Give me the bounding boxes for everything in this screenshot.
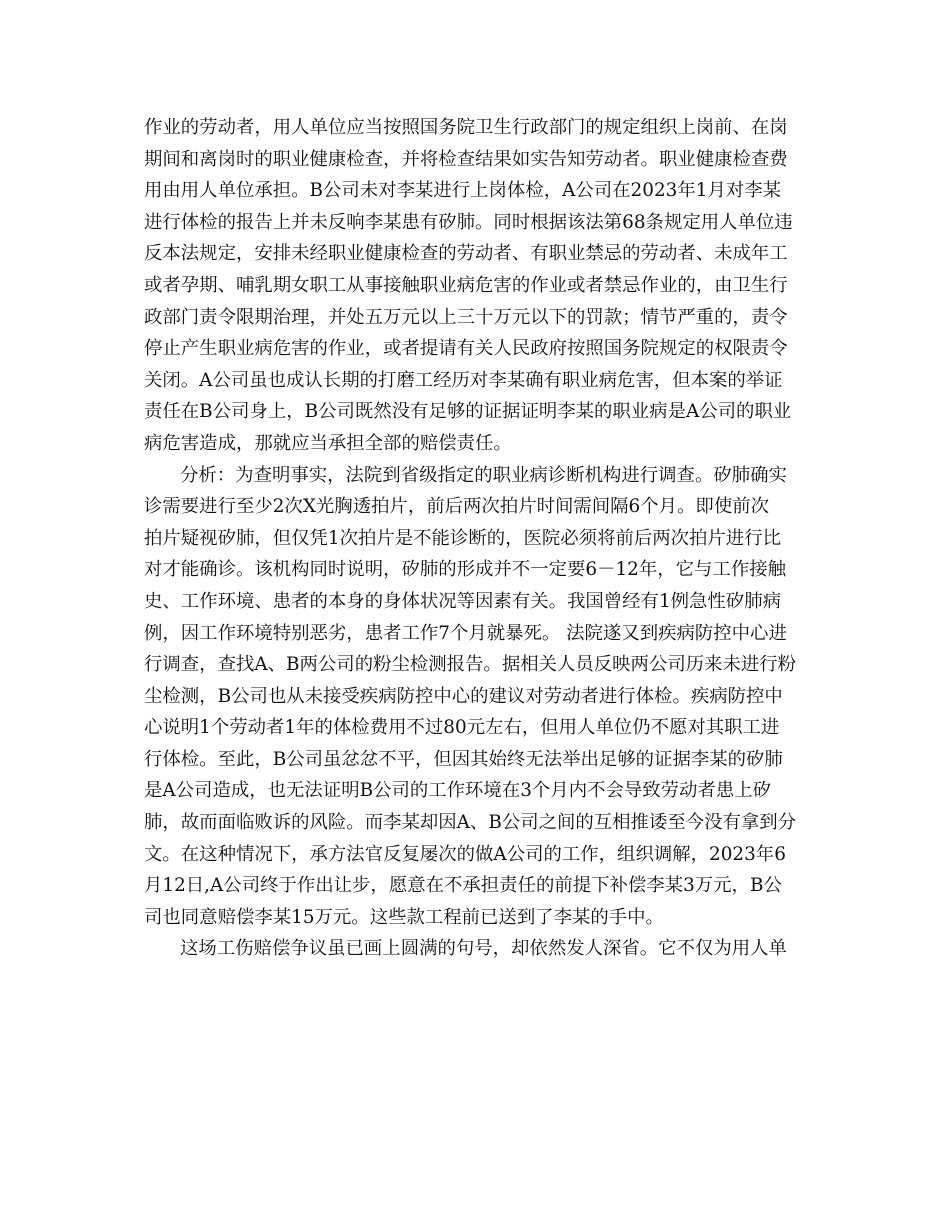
- text-line: 肺，故而面临败诉的风险。而李某却因A、B公司之间的互相推诿至今没有拿到分: [144, 812, 797, 834]
- text-line: 分析：为查明事实，法院到省级指定的职业病诊断机构进行调查。矽肺确实: [180, 464, 787, 486]
- text-line: 史、工作环境、患者的本身的身体状况等因素有关。我国曾经有1例急性矽肺病: [144, 590, 781, 612]
- text-line: 反本法规定，安排未经职业健康检查的劳动者、有职业禁忌的劳动者、未成年工: [144, 243, 788, 265]
- text-line: 政部门责令限期治理，并处五万元以上三十万元以下的罚款；情节严重的，责令: [144, 306, 788, 328]
- text-line: 诊需要进行至少2次X光胸透拍片，前后两次拍片时间需间隔6个月。即使前次: [144, 496, 769, 518]
- document-body: [144, 112, 816, 965]
- text-line: 或者孕期、哺乳期女职工从事接触职业病危害的作业或者禁忌作业的，由卫生行: [144, 274, 788, 296]
- text-line: 责任在B公司身上，B公司既然没有足够的证据证明李某的职业病是A公司的职业: [144, 401, 792, 423]
- text-line: 文。在这种情况下，承方法官反复屡次的做A公司的工作，组织调解，2023年6: [144, 843, 786, 865]
- text-line: 用由用人单位承担。B公司未对李某进行上岗体检，A公司在2023年1月对李某: [144, 180, 782, 202]
- text-line: 对才能确诊。该机构同时说明，矽肺的形成并不一定要6－12年，它与工作接触: [144, 559, 786, 581]
- paragraph: [144, 933, 816, 965]
- text-line: 尘检测，B公司也从未接受疾病防控中心的建议对劳动者进行体检。疾病防控中: [144, 685, 783, 707]
- text-line: 是A公司造成，也无法证明B公司的工作环境在3个月内不会导致劳动者患上矽: [144, 780, 771, 802]
- paragraph: [144, 460, 816, 934]
- text-line: 例，因工作环境特别恶劣，患者工作7个月就暴死。 法院遂又到疾病防控中心进: [144, 622, 787, 644]
- text-line: 病危害造成，那就应当承担全部的赔偿责任。: [144, 432, 512, 454]
- text-line: 这场工伤赔偿争议虽已画上圆满的句号，却依然发人深省。它不仅为用人单: [180, 938, 787, 960]
- text-line: 心说明1个劳动者1年的体检费用不过80元左右，但用人单位仍不愿对其职工进: [144, 717, 780, 739]
- text-line: 行调查，查找A、B两公司的粉尘检测报告。据相关人员反映两公司历来未进行粉: [144, 654, 797, 676]
- paragraph: [144, 112, 816, 460]
- text-line: 拍片疑视矽肺，但仅凭1次拍片是不能诊断的，医院必须将前后两次拍片进行比: [144, 527, 781, 549]
- text-line: 月12日,A公司终于作出让步，愿意在不承担责任的前提下补偿李某3万元，B公: [144, 875, 782, 897]
- text-line: 期间和离岗时的职业健康检查，并将检查结果如实告知劳动者。职业健康检查费: [144, 148, 788, 170]
- text-line: 行体检。至此，B公司虽忿忿不平，但因其始终无法举出足够的证据李某的矽肺: [144, 748, 783, 770]
- text-line: 作业的劳动者，用人单位应当按照国务院卫生行政部门的规定组织上岗前、在岗: [144, 117, 788, 138]
- text-line: 关闭。A公司虽也成认长期的打磨工经历对李某确有职业病危害，但本案的举证: [144, 369, 783, 391]
- text-line: 进行体检的报告上并未反响李某患有矽肺。同时根据该法第68条规定用人单位违: [144, 211, 793, 233]
- text-line: 司也同意赔偿李某15万元。这些款工程前已送到了李某的手中。: [144, 906, 664, 928]
- text-line: 停止产生职业病危害的作业，或者提请有关人民政府按照国务院规定的权限责令: [144, 338, 788, 360]
